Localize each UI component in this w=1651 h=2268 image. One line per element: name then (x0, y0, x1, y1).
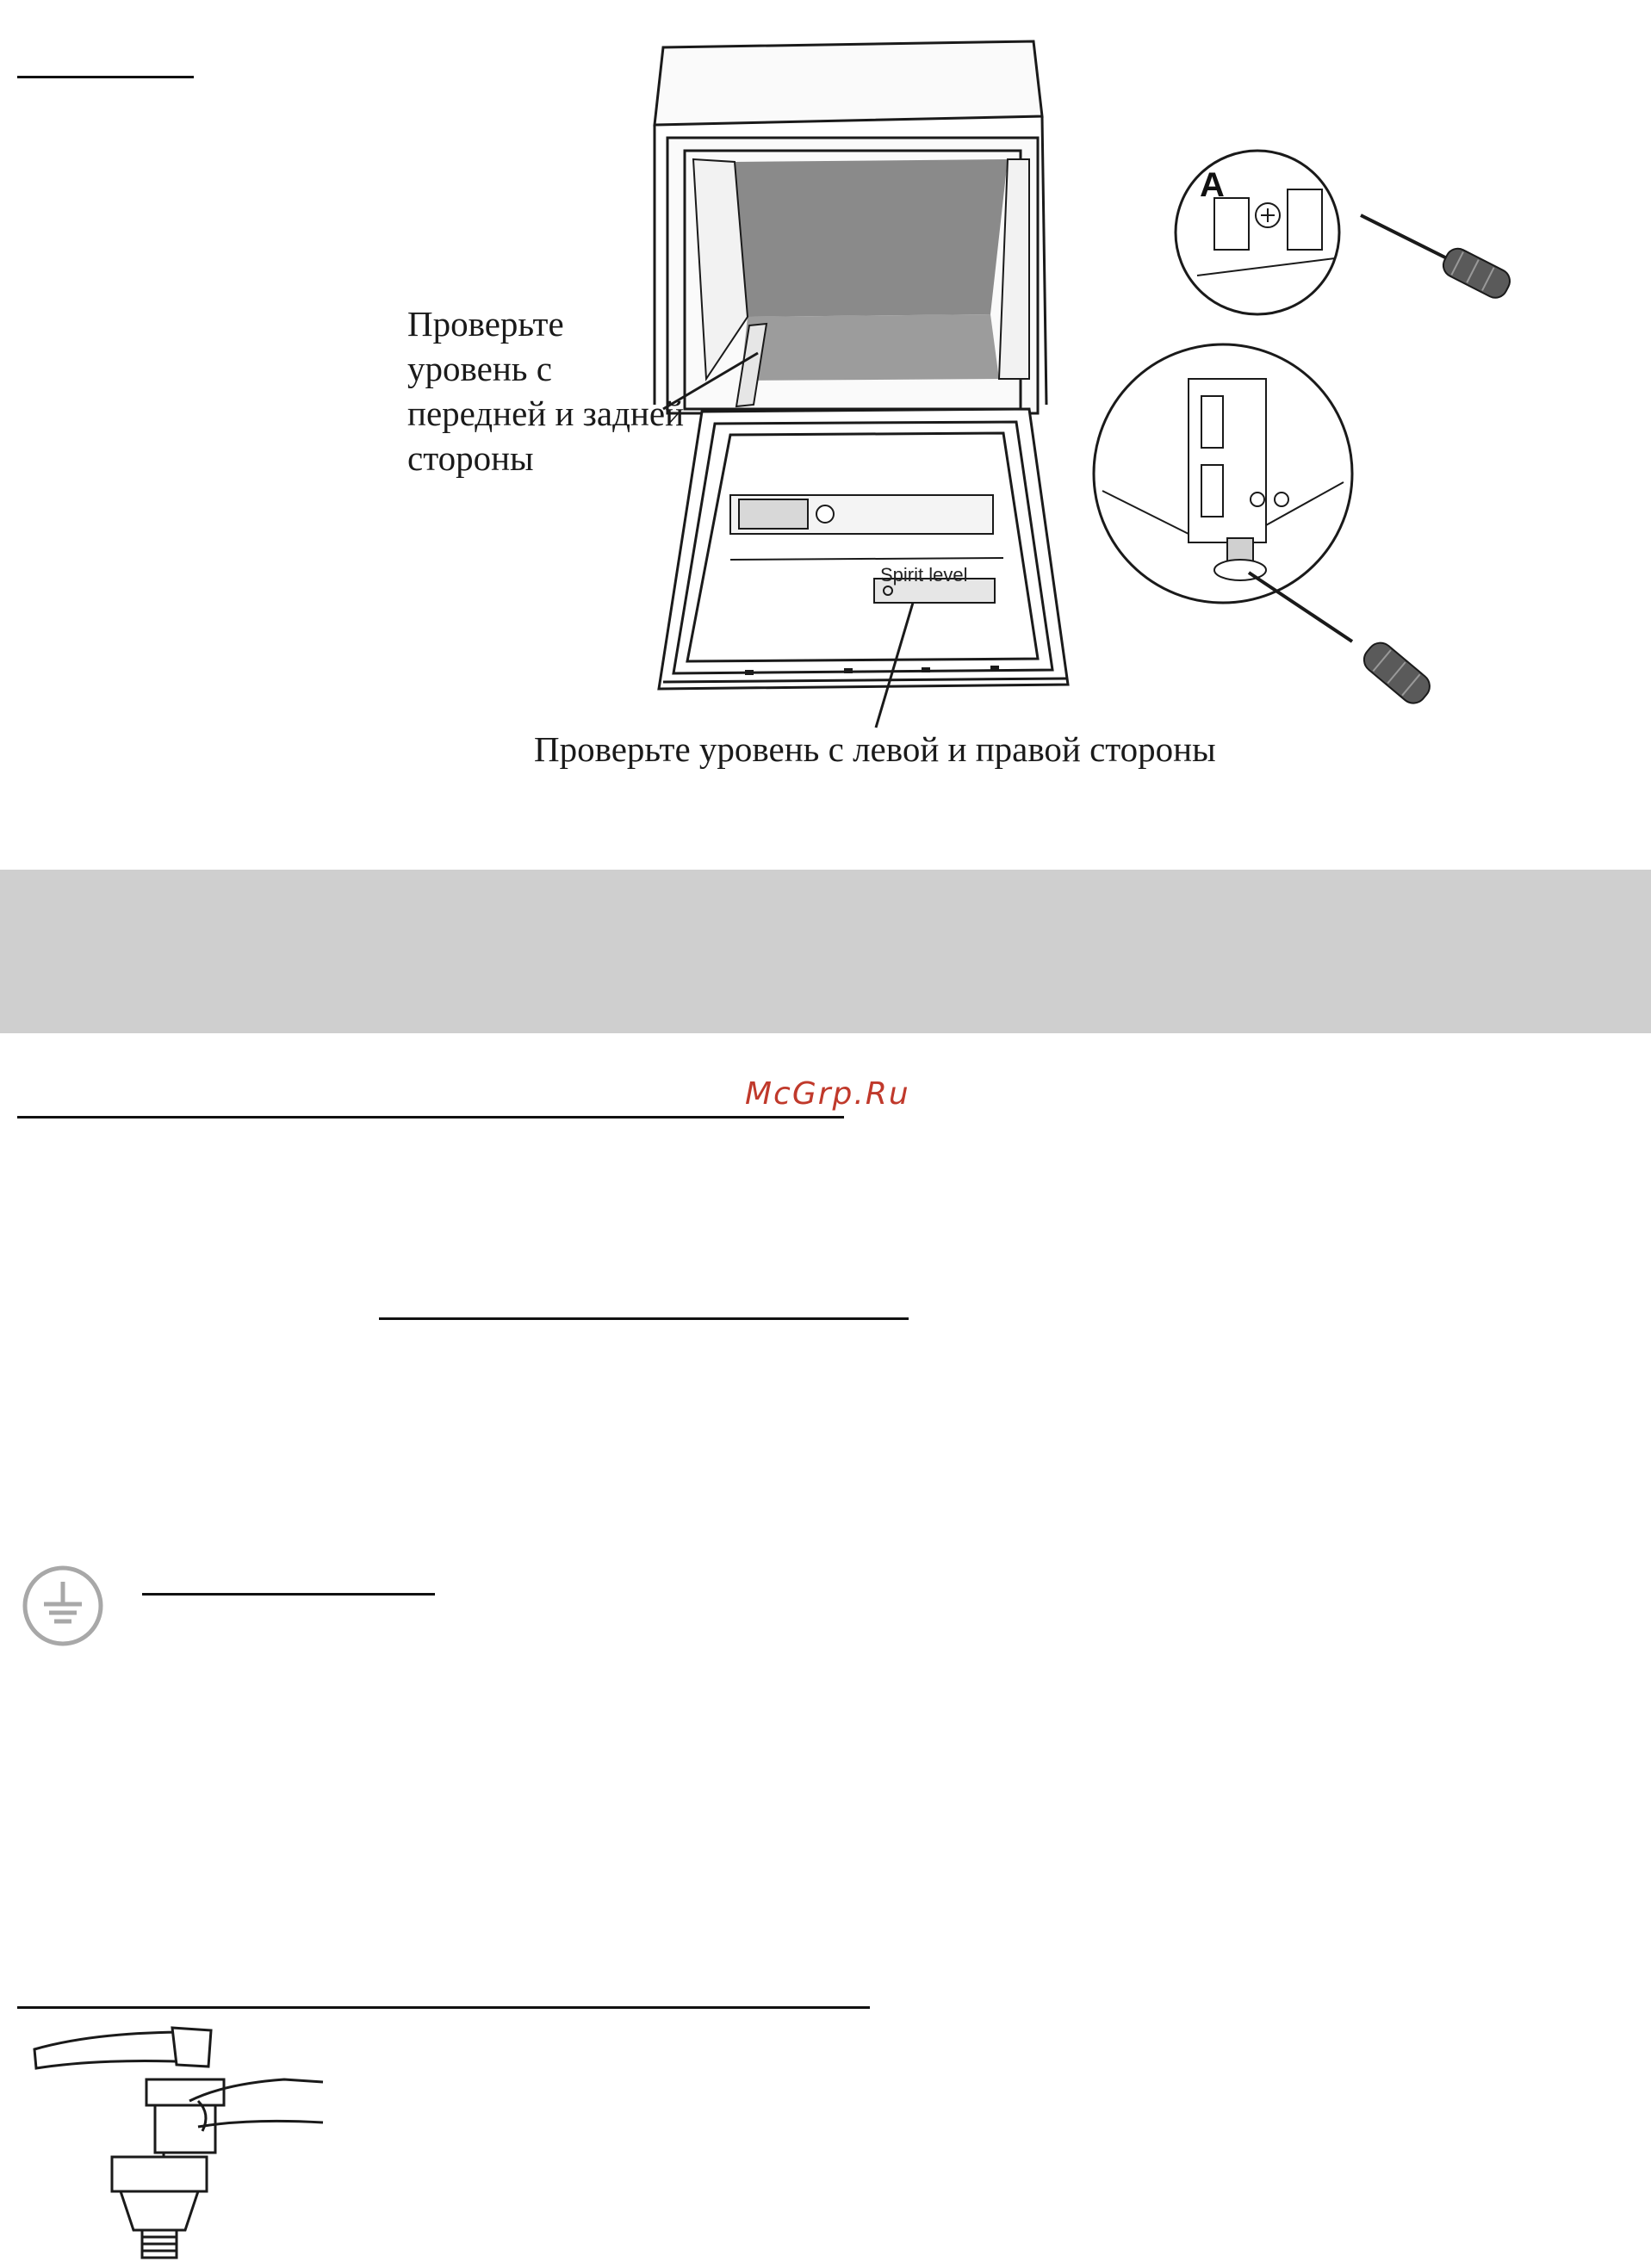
callout-foot-adjust-figure (1085, 344, 1464, 723)
watermark: McGrp.Ru (745, 1076, 910, 1112)
caption-front-back: Проверьте уровень с передней и задней стороны (407, 304, 685, 478)
callout-a-label: A (1200, 166, 1225, 204)
spirit-level-label: Spirit level (880, 564, 968, 586)
section-divider-band (0, 870, 1651, 1033)
ground-symbol-icon (22, 1563, 108, 1649)
section-rule-2 (379, 1317, 909, 1320)
section-rule-3 (142, 1593, 435, 1596)
section-rule-4 (17, 2006, 870, 2009)
faucet-connector-figure (26, 2015, 336, 2265)
caption-left-right: Проверьте уровень с левой и правой стороны (534, 729, 1216, 769)
section-rule-1 (17, 1116, 844, 1119)
